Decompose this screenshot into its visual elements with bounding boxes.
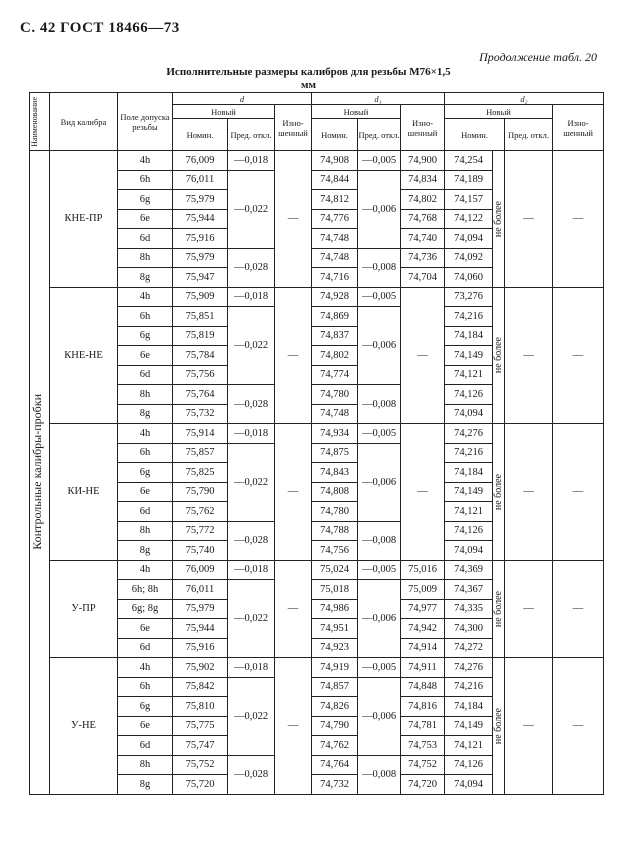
d2-worn: —: [553, 560, 604, 658]
d2-nominal: 74,121: [445, 502, 493, 522]
col-name-header: Наименование: [30, 93, 50, 151]
col-d1-header: d₁: [312, 93, 445, 105]
tolerance-field: 6g: [118, 697, 173, 717]
d1-worn: 74,704: [401, 268, 445, 288]
d1-nominal: 74,908: [312, 151, 358, 171]
d1-worn: 74,977: [401, 599, 445, 619]
d2-nominal: 74,216: [445, 307, 493, 327]
d2-nominal: 74,094: [445, 229, 493, 249]
d2-not-more-cell: [493, 658, 505, 795]
d-deviation: —0,018: [228, 560, 275, 580]
d1-new-header: Новый: [312, 105, 401, 119]
d-nom-header: Номин.: [173, 119, 228, 151]
d-nominal: 75,752: [173, 755, 228, 775]
tolerance-field: 4h: [118, 424, 173, 444]
d2-nominal: 74,092: [445, 248, 493, 268]
d-nominal: 75,909: [173, 287, 228, 307]
d2-worn: —: [553, 658, 604, 795]
d2-worn: —: [553, 424, 604, 561]
d2-not-more-cell: [493, 424, 505, 561]
d2-deviation: —: [505, 658, 553, 795]
d1-nominal: 74,826: [312, 697, 358, 717]
caption-unit: мм: [301, 79, 316, 91]
d1-nominal: 74,934: [312, 424, 358, 444]
d1-deviation: —0,008: [358, 248, 401, 287]
d-nominal: 76,009: [173, 151, 228, 171]
d-worn: —: [275, 424, 312, 561]
d1-nominal: 74,986: [312, 599, 358, 619]
d-deviation: —0,022: [228, 677, 275, 755]
d2-nominal: 74,094: [445, 541, 493, 561]
d1-worn: 74,816: [401, 697, 445, 717]
d-nominal: 75,914: [173, 424, 228, 444]
d1-nominal: 75,018: [312, 580, 358, 600]
not-more-label: не более: [493, 337, 505, 374]
d-nominal: 75,979: [173, 248, 228, 268]
tolerance-field: 8g: [118, 268, 173, 288]
d1-worn: 74,736: [401, 248, 445, 268]
d1-nominal: 74,774: [312, 365, 358, 385]
d-worn: —: [275, 658, 312, 795]
d2-nominal: 74,367: [445, 580, 493, 600]
tolerance-field: 8h: [118, 248, 173, 268]
d-nominal: 75,851: [173, 307, 228, 327]
not-more-label: не более: [493, 200, 505, 237]
d1-nominal: 74,951: [312, 619, 358, 639]
tolerance-field: 6g: [118, 190, 173, 210]
d1-nominal: 74,844: [312, 170, 358, 190]
d2-nominal: 73,276: [445, 287, 493, 307]
d-nominal: 75,819: [173, 326, 228, 346]
d1-nominal: 74,780: [312, 502, 358, 522]
tolerance-field: 6d: [118, 638, 173, 658]
d2-nominal: 74,216: [445, 677, 493, 697]
tolerance-field: 6d: [118, 365, 173, 385]
section-label-cell: [30, 151, 50, 795]
d1-worn: 74,720: [401, 775, 445, 795]
tolerance-field: 6e: [118, 716, 173, 736]
d-deviation: —0,018: [228, 658, 275, 678]
d-nominal: 75,740: [173, 541, 228, 561]
d2-nominal: 74,126: [445, 385, 493, 405]
d1-nominal: 74,869: [312, 307, 358, 327]
d1-deviation: —0,008: [358, 755, 401, 794]
d-deviation: —0,018: [228, 151, 275, 171]
tolerance-field: 6d: [118, 229, 173, 249]
d1-nominal: 74,748: [312, 248, 358, 268]
d2-nominal: 74,149: [445, 482, 493, 502]
d1-nominal: 74,837: [312, 326, 358, 346]
d2-nominal: 74,060: [445, 268, 493, 288]
table-row: [30, 424, 604, 444]
gauge-kind: КНЕ-НЕ: [50, 287, 118, 424]
d1-nominal: 74,812: [312, 190, 358, 210]
d-nominal: 75,916: [173, 638, 228, 658]
d1-worn: 74,768: [401, 209, 445, 229]
d1-dev-header: Пред. откл.: [358, 119, 401, 151]
d1-worn: —: [401, 287, 445, 424]
d1-worn: 74,914: [401, 638, 445, 658]
d1-nominal: 74,875: [312, 443, 358, 463]
d1-nominal: 74,919: [312, 658, 358, 678]
d2-nominal: 74,276: [445, 424, 493, 444]
d2-dev-header: Пред. откл.: [505, 119, 553, 151]
d1-nominal: 74,923: [312, 638, 358, 658]
d1-worn: 74,834: [401, 170, 445, 190]
d2-nominal: 74,300: [445, 619, 493, 639]
col-field-header: Поле допуска резьбы: [118, 93, 173, 151]
d2-nominal: 74,276: [445, 658, 493, 678]
d-nominal: 75,944: [173, 209, 228, 229]
d1-deviation: —0,006: [358, 443, 401, 521]
d1-worn: 75,009: [401, 580, 445, 600]
d1-worn: —: [401, 424, 445, 561]
not-more-label: не более: [493, 590, 505, 627]
tolerance-field: 8h: [118, 385, 173, 405]
d2-worn: —: [553, 287, 604, 424]
d-deviation: —0,022: [228, 170, 275, 248]
d-nominal: 75,772: [173, 521, 228, 541]
col-d2-header: d₂: [445, 93, 604, 105]
d1-deviation: —0,006: [358, 307, 401, 385]
tolerance-field: 4h: [118, 658, 173, 678]
d1-deviation: —0,008: [358, 521, 401, 560]
d1-deviation: —0,005: [358, 151, 401, 171]
d2-not-more-cell: [493, 151, 505, 288]
tolerance-field: 6e: [118, 346, 173, 366]
d1-nominal: 74,716: [312, 268, 358, 288]
d2-nominal: 74,157: [445, 190, 493, 210]
tolerance-field: 4h: [118, 287, 173, 307]
gauge-kind: КИ-НЕ: [50, 424, 118, 561]
d-nominal: 75,979: [173, 190, 228, 210]
d2-nominal: 74,121: [445, 365, 493, 385]
d2-nominal: 74,272: [445, 638, 493, 658]
table-row: [30, 151, 604, 171]
d-nominal: 75,784: [173, 346, 228, 366]
d2-nominal: 74,126: [445, 755, 493, 775]
d2-not-more-cell: [493, 287, 505, 424]
tolerance-field: 6d: [118, 502, 173, 522]
table-row: [30, 560, 604, 580]
d1-worn: 74,848: [401, 677, 445, 697]
d2-nominal: 74,189: [445, 170, 493, 190]
d-nominal: 75,944: [173, 619, 228, 639]
d1-nom-header: Номин.: [312, 119, 358, 151]
d1-nominal: 74,928: [312, 287, 358, 307]
d1-worn: 74,752: [401, 755, 445, 775]
d1-nominal: 74,748: [312, 229, 358, 249]
gauge-kind: У-НЕ: [50, 658, 118, 795]
tolerance-field: 6e: [118, 209, 173, 229]
d-deviation: —0,018: [228, 424, 275, 444]
d2-nom-header: Номин.: [445, 119, 505, 151]
not-more-label: не более: [493, 707, 505, 744]
d1-nominal: 74,857: [312, 677, 358, 697]
tolerance-field: 8h: [118, 755, 173, 775]
d-nominal: 75,825: [173, 463, 228, 483]
section-label: Контрольные калибры-пробки: [30, 394, 44, 551]
d-nominal: 75,857: [173, 443, 228, 463]
d1-nominal: 74,762: [312, 736, 358, 756]
d-deviation: —0,028: [228, 248, 275, 287]
not-more-label: не более: [493, 473, 505, 510]
d-worn: —: [275, 151, 312, 288]
d1-nominal: 74,780: [312, 385, 358, 405]
d1-deviation: —0,005: [358, 424, 401, 444]
d2-deviation: —: [505, 424, 553, 561]
d1-nominal: 75,024: [312, 560, 358, 580]
tolerance-field: 4h: [118, 151, 173, 171]
tolerance-field: 6h; 8h: [118, 580, 173, 600]
gauge-dimensions-table: [29, 92, 604, 795]
d-nominal: 75,732: [173, 404, 228, 424]
d-nominal: 75,756: [173, 365, 228, 385]
d1-worn-header: Изно-шенный: [401, 105, 445, 151]
page-header: С. 42 ГОСТ 18466—73: [20, 20, 180, 36]
d2-nominal: 74,184: [445, 463, 493, 483]
d-deviation: —0,018: [228, 287, 275, 307]
tolerance-field: 6h: [118, 307, 173, 327]
d-deviation: —0,022: [228, 443, 275, 521]
d-nominal: 75,762: [173, 502, 228, 522]
d-deviation: —0,022: [228, 307, 275, 385]
d-nominal: 76,011: [173, 170, 228, 190]
d1-deviation: —0,006: [358, 677, 401, 755]
d-worn: —: [275, 287, 312, 424]
d-nominal: 75,775: [173, 716, 228, 736]
table-caption: [0, 66, 617, 92]
d1-deviation: —0,005: [358, 287, 401, 307]
d-new-header: Новый: [173, 105, 275, 119]
col-d-header: d: [173, 93, 312, 105]
tolerance-field: 6g: [118, 326, 173, 346]
d1-worn: 74,781: [401, 716, 445, 736]
d2-deviation: —: [505, 287, 553, 424]
caption-title: Исполнительные размеры калибров для резьбы М76×1,5: [166, 66, 451, 78]
d1-worn: 74,740: [401, 229, 445, 249]
tolerance-field: 8g: [118, 541, 173, 561]
d-deviation: —0,028: [228, 521, 275, 560]
table-body: [30, 151, 604, 795]
d1-worn: 74,911: [401, 658, 445, 678]
tolerance-field: 6d: [118, 736, 173, 756]
d-nominal: 76,009: [173, 560, 228, 580]
d-nominal: 75,902: [173, 658, 228, 678]
tolerance-field: 6g; 8g: [118, 599, 173, 619]
d1-nominal: 74,808: [312, 482, 358, 502]
d-deviation: —0,028: [228, 755, 275, 794]
d2-nominal: 74,094: [445, 404, 493, 424]
d2-nominal: 74,335: [445, 599, 493, 619]
d1-nominal: 74,732: [312, 775, 358, 795]
tolerance-field: 6g: [118, 463, 173, 483]
d2-deviation: —: [505, 560, 553, 658]
tolerance-field: 6h: [118, 443, 173, 463]
d-nominal: 75,720: [173, 775, 228, 795]
d1-nominal: 74,764: [312, 755, 358, 775]
d1-deviation: —0,006: [358, 580, 401, 658]
d1-nominal: 74,790: [312, 716, 358, 736]
d-deviation: —0,028: [228, 385, 275, 424]
tolerance-field: 8h: [118, 521, 173, 541]
table-row: [30, 287, 604, 307]
d1-deviation: —0,008: [358, 385, 401, 424]
tolerance-field: 6e: [118, 619, 173, 639]
tolerance-field: 8g: [118, 404, 173, 424]
d2-deviation: —: [505, 151, 553, 288]
d2-worn: —: [553, 151, 604, 288]
d1-worn: 75,016: [401, 560, 445, 580]
col-kind-header: Вид калибра: [50, 93, 118, 151]
d-nominal: 75,790: [173, 482, 228, 502]
d2-nominal: 74,122: [445, 209, 493, 229]
d1-deviation: —0,005: [358, 658, 401, 678]
table-row: [30, 658, 604, 678]
d2-nominal: 74,126: [445, 521, 493, 541]
d2-nominal: 74,369: [445, 560, 493, 580]
d1-deviation: —0,005: [358, 560, 401, 580]
d2-nominal: 74,184: [445, 697, 493, 717]
gauge-kind: У-ПР: [50, 560, 118, 658]
d1-worn: 74,753: [401, 736, 445, 756]
d-worn: —: [275, 560, 312, 658]
d-nominal: 76,011: [173, 580, 228, 600]
d1-nominal: 74,843: [312, 463, 358, 483]
d-nominal: 75,947: [173, 268, 228, 288]
d2-nominal: 74,216: [445, 443, 493, 463]
d-nominal: 75,842: [173, 677, 228, 697]
d1-deviation: —0,006: [358, 170, 401, 248]
d2-nominal: 74,094: [445, 775, 493, 795]
tolerance-field: 4h: [118, 560, 173, 580]
d1-nominal: 74,788: [312, 521, 358, 541]
tolerance-field: 6h: [118, 170, 173, 190]
d2-nominal: 74,121: [445, 736, 493, 756]
tolerance-field: 8g: [118, 775, 173, 795]
d1-nominal: 74,748: [312, 404, 358, 424]
d1-worn: 74,900: [401, 151, 445, 171]
d-nominal: 75,810: [173, 697, 228, 717]
d-nominal: 75,916: [173, 229, 228, 249]
d2-nominal: 74,184: [445, 326, 493, 346]
d2-not-more-cell: [493, 560, 505, 658]
gauge-kind: КНЕ-ПР: [50, 151, 118, 288]
d-deviation: —0,022: [228, 580, 275, 658]
continuation-label: Продолжение табл. 20: [479, 50, 597, 64]
d-nominal: 75,979: [173, 599, 228, 619]
d1-worn: 74,802: [401, 190, 445, 210]
d-nominal: 75,747: [173, 736, 228, 756]
d1-nominal: 74,802: [312, 346, 358, 366]
d2-nominal: 74,149: [445, 346, 493, 366]
d2-new-header: Новый: [445, 105, 553, 119]
tolerance-field: 6e: [118, 482, 173, 502]
d-nominal: 75,764: [173, 385, 228, 405]
d-worn-header: Изно-шенный: [275, 105, 312, 151]
d1-nominal: 74,756: [312, 541, 358, 561]
d2-nominal: 74,254: [445, 151, 493, 171]
d1-worn: 74,942: [401, 619, 445, 639]
tolerance-field: 6h: [118, 677, 173, 697]
d2-nominal: 74,149: [445, 716, 493, 736]
d1-nominal: 74,776: [312, 209, 358, 229]
d-dev-header: Пред. откл.: [228, 119, 275, 151]
d2-worn-header: Изно-шенный: [553, 105, 604, 151]
